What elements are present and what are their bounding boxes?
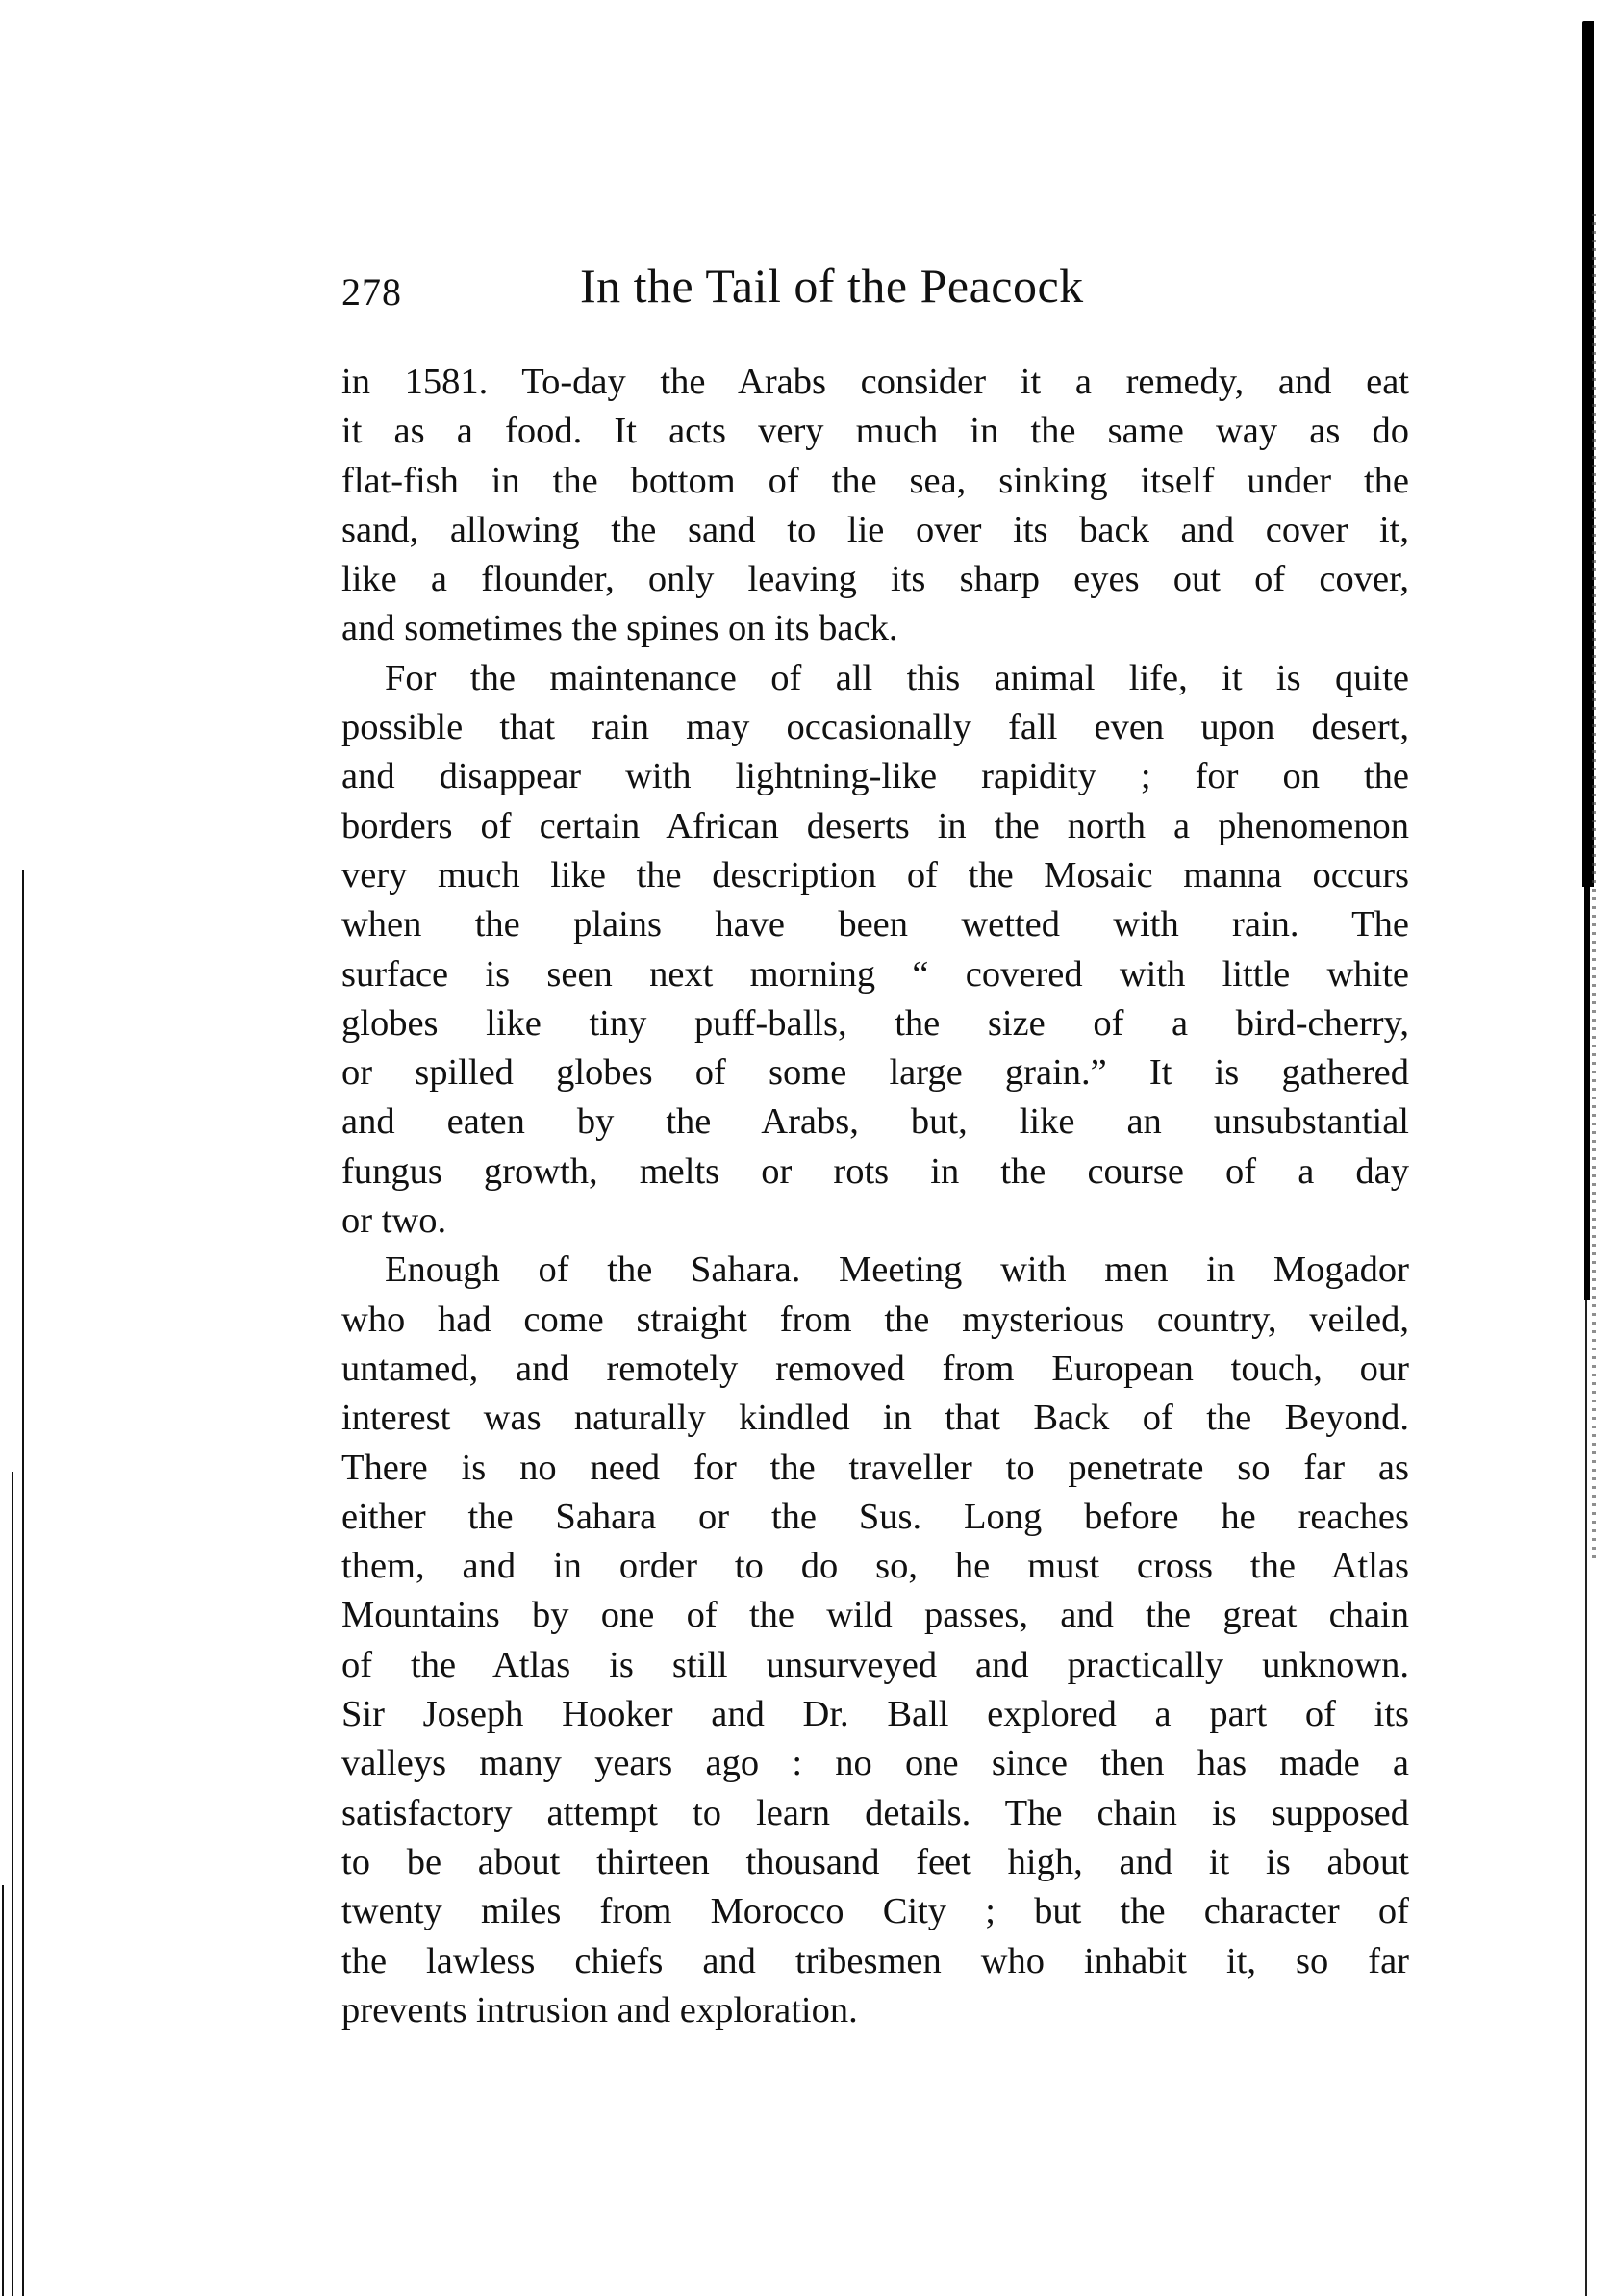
text-line: untamed, and remotely removed from European touch, our bbox=[341, 1348, 1409, 1389]
text-line: like a flounder, only leaving its sharp eyes out of cover, bbox=[341, 559, 1409, 600]
text-line: flat-fish in the bottom of the sea, sinking itself under the bbox=[341, 460, 1409, 501]
text-line: it as a food. It acts very much in the same way as do bbox=[341, 411, 1409, 452]
running-title: In the Tail of the Peacock bbox=[580, 259, 1084, 313]
text-line: borders of certain African deserts in the north a phenomenon bbox=[341, 805, 1409, 846]
text-line: There is no need for the traveller to penetrate so far as bbox=[341, 1447, 1409, 1488]
text-line: of the Atlas is still unsurveyed and practically unknown. bbox=[341, 1644, 1409, 1685]
text-line: satisfactory attempt to learn details. The chain is supposed bbox=[341, 1792, 1409, 1833]
text-line: prevents intrusion and exploration. bbox=[341, 1989, 858, 2031]
text-line: to be about thirteen thousand feet high, and it is about bbox=[341, 1841, 1409, 1882]
text-line: fungus growth, melts or rots in the course of a day bbox=[341, 1150, 1409, 1192]
running-header bbox=[341, 258, 1414, 325]
text-line: For the maintenance of all this animal life, it is quite bbox=[385, 657, 1409, 698]
text-line: sand, allowing the sand to lie over its back and cover it, bbox=[341, 509, 1409, 550]
text-line: either the Sahara or the Sus. Long before he reaches bbox=[341, 1496, 1409, 1537]
text-line: possible that rain may occasionally fall even upon desert, bbox=[341, 707, 1409, 748]
text-line: valleys many years ago : no one since then has made a bbox=[341, 1743, 1409, 1784]
text-line: Enough of the Sahara. Meeting with men in Mogador bbox=[385, 1249, 1409, 1291]
text-line: globes like tiny puff-balls, the size of a bird-cherry, bbox=[341, 1002, 1409, 1044]
text-line: and sometimes the spines on its back. bbox=[341, 608, 898, 649]
text-line: interest was naturally kindled in that Back of the Beyond. bbox=[341, 1398, 1409, 1439]
text-line: surface is seen next morning “ covered with little white bbox=[341, 953, 1409, 995]
text-line: or two. bbox=[341, 1200, 447, 1242]
text-line: very much like the description of the Mosaic manna occurs bbox=[341, 854, 1409, 896]
text-line: them, and in order to do so, he must cross the Atlas bbox=[341, 1546, 1409, 1587]
text-line: twenty miles from Morocco City ; but the character of bbox=[341, 1891, 1409, 1932]
text-line: or spilled globes of some large grain.” It is gathered bbox=[341, 1052, 1409, 1094]
text-line: and eaten by the Arabs, but, like an unsubstantial bbox=[341, 1101, 1409, 1143]
page-edge-shadow-right bbox=[1582, 21, 1596, 2296]
text-line: in 1581. To-day the Arabs consider it a remedy, and eat bbox=[341, 362, 1409, 402]
text-line: Sir Joseph Hooker and Dr. Ball explored a part of its bbox=[341, 1694, 1409, 1735]
text-line: who had come straight from the mysterious country, veiled, bbox=[341, 1299, 1409, 1340]
text-line: Mountains by one of the wild passes, and the great chain bbox=[341, 1595, 1409, 1636]
text-line: the lawless chiefs and tribesmen who inhabit it, so far bbox=[341, 1940, 1409, 1981]
page-number: 278 bbox=[341, 270, 402, 314]
text-line: when the plains have been wetted with rain. The bbox=[341, 904, 1409, 946]
body-text bbox=[341, 358, 1409, 2035]
text-line: and disappear with lightning-like rapidity ; for on the bbox=[341, 756, 1409, 797]
